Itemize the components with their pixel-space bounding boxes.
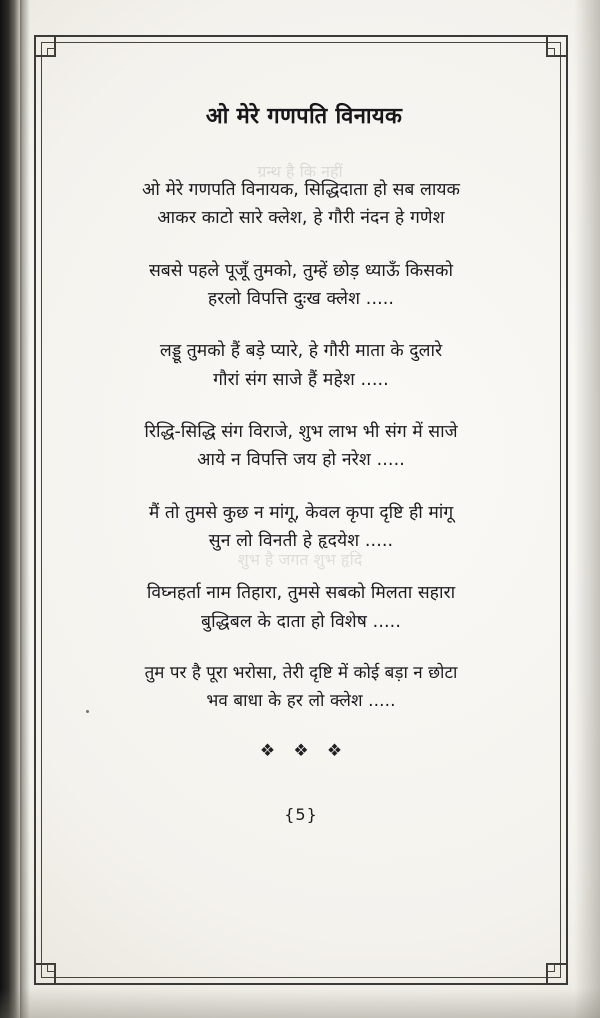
page-title: ओ मेरे गणपति विनायक [205,104,403,129]
ornament-divider: ❖ ❖ ❖ [259,741,350,761]
poem-line: मैं तो तुमसे कुछ न मांगू, केवल कृपा दृष्टि ही मांगू [148,502,454,523]
border-corner-bottom-right [546,963,568,985]
stanza [55,337,547,394]
poem-line: तुम पर है पूरा भरोसा, तेरी दृष्टि में कोई बड़ा न छोटा [144,663,458,684]
poem-line: भव बाधा के हर लो क्लेश ..... [206,690,396,711]
stanza [55,499,547,556]
page-number: {5} [284,805,318,825]
page-content [55,72,547,962]
page-bottom-shadow [0,988,600,1018]
show-through-text-1: ग्रन्थ है कि नहीं [257,162,343,181]
book-binding-gutter [0,0,22,1018]
page-right-shadow [574,0,600,1018]
poem-line: सुन लो विनती हे हृदयेश ..... [208,531,394,552]
gutter-shadow [20,0,30,1018]
poem-line: आकर काटो सारे क्लेश, हे गौरी नंदन हे गणेश [157,208,445,229]
poem-line: रिद्धि-सिद्धि संग विराजे, शुभ लाभ भी संग में साजे [144,422,458,443]
poem-body [55,176,547,715]
stanza [55,579,547,636]
stanza [55,257,547,314]
border-corner-top-left [34,35,56,57]
poem-line: ओ मेरे गणपति विनायक, सिद्धिदाता हो सब लायक [142,180,460,200]
poem-line: विघ्नहर्ता नाम तिहारा, तुमसे सबको मिलता सहारा [146,583,456,604]
poem-line: सबसे पहले पूजूँ तुमको, तुम्हें छोड़ ध्याऊँ किसको [148,260,454,281]
poem-line: आये न विपत्ति जय हो नरेश ..... [197,450,405,471]
poem-line: लड्डू तुमको हैं बड़े प्यारे, हे गौरी माता के दुलारे [159,341,443,362]
border-corner-top-right [546,35,568,57]
stanza [55,418,547,475]
stanza [55,660,547,715]
stanza [55,176,547,233]
border-corner-bottom-left [34,963,56,985]
poem-line: गौरां संग साजे हैं महेश ..... [213,369,389,390]
poem-line: बुद्धिबल के दाता हो विशेष ..... [201,611,401,632]
poem-line: हरलो विपत्ति दुःख क्लेश ..... [207,289,395,310]
show-through-text-2: शुभ है जगत शुभ हृदि [237,550,363,569]
